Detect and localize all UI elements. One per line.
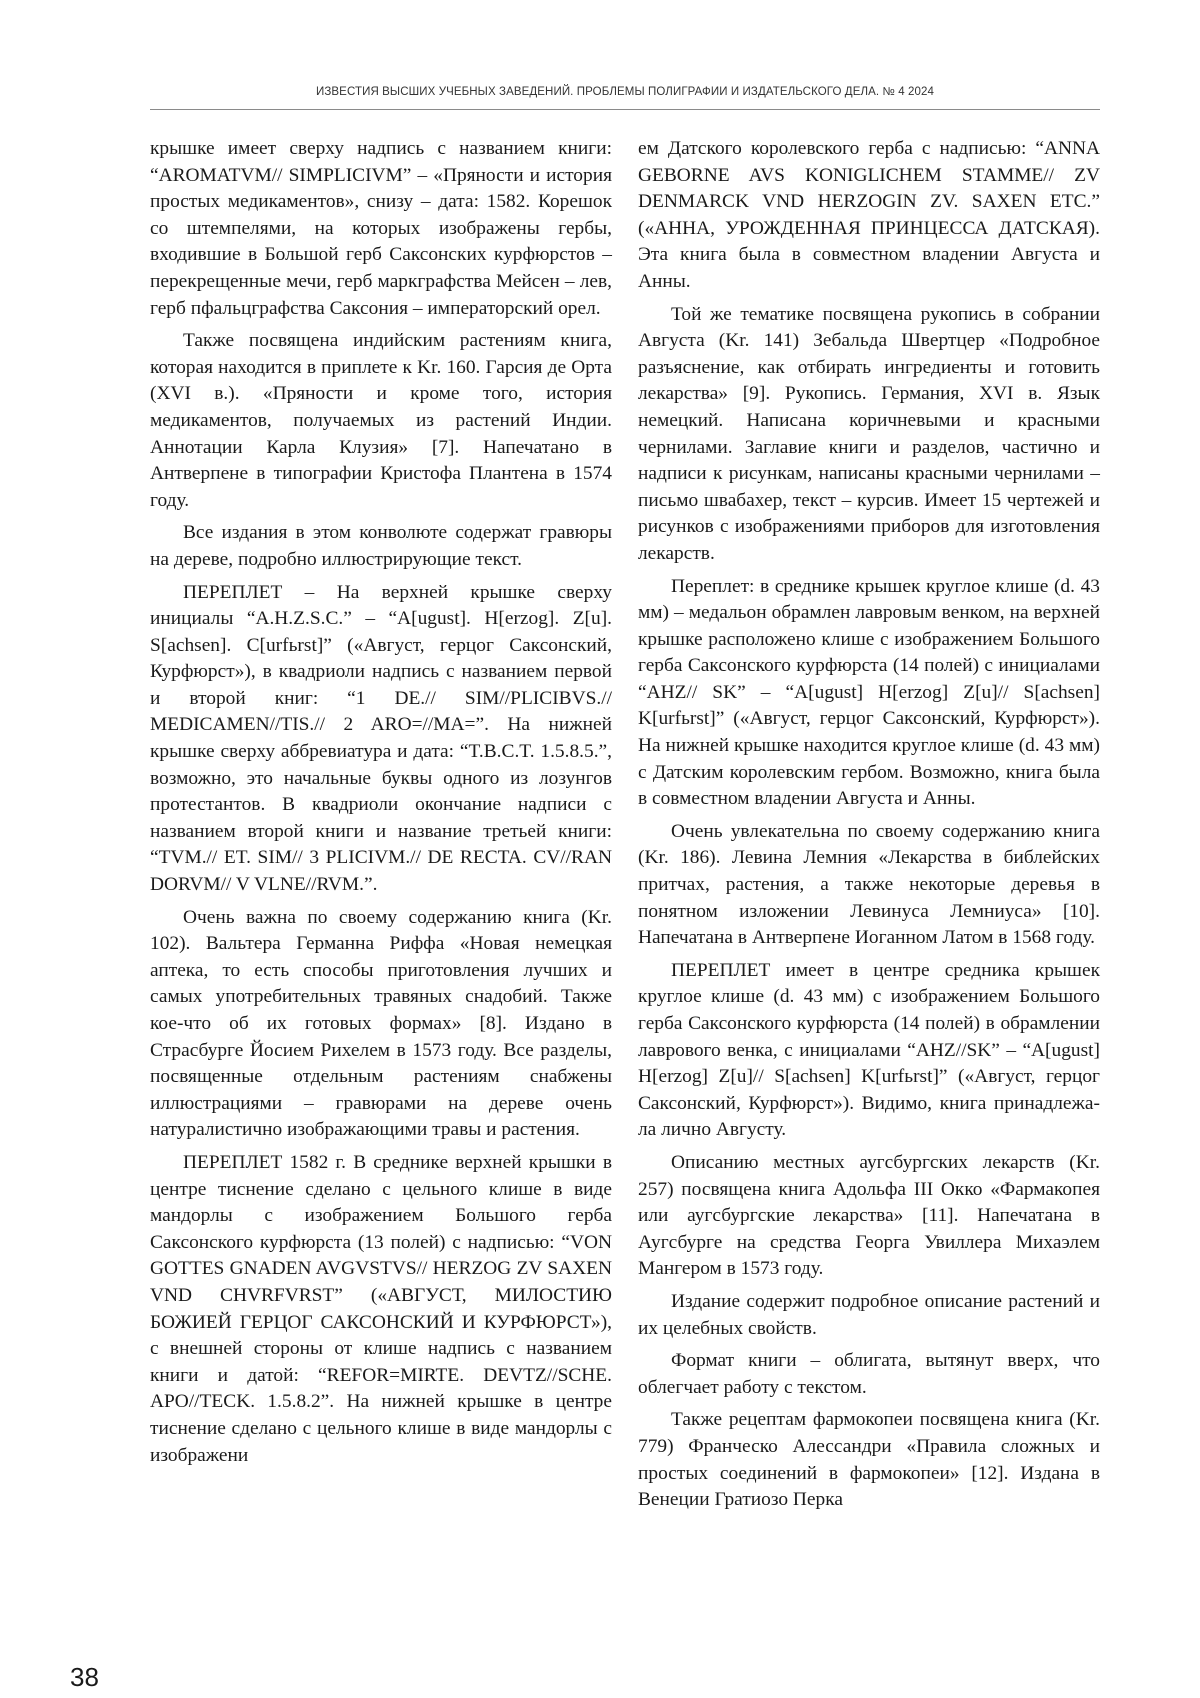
- paragraph: Очень увлекательна по своему содержанию книга (Kr. 186). Левина Лемния «Лекарства в библейских притчах, растения, а также некоторые деревья в понятном изложении Левинуса Лемниуса» [10]. Напечатана в Антверпене Иоганном Латом в 1568 году.: [638, 820, 1100, 949]
- paragraph: ПЕРЕПЛЕТ 1582 г. В среднике верхней крышки в центре тиснение сделано с цельного клише в виде мандорлы с изображением Большого герба Саксонского курфюрста (13 полей) с надписью: “VON GOTTES GNADEN AVGVSTVS// HERZOG ZV SAXEN VND CHVRFVRST” («АВГУСТ, МИЛОСТИЮ БОЖИЕЙ ГЕРЦОГ САКСОНСКИЙ И КУРФЮРСТ»), с внешней стороны от клише надпись с названием книги и датой: “REFOR=MIRTE. DEVTZ//SCHE. APO//TECK. 1.5.8.2”. На нижней крышке в центре тиснение сделано с цельного клише в виде мандорлы с изображени: [150, 1151, 612, 1466]
- paragraph: Очень важна по своему содержанию книга (Kr. 102). Вальтера Германна Риффа «Новая немецкая аптека, то есть способы приготовления лучших и самых употребительных травяных снадобий. Также кое-что об их готовых формах» [8]. Издано в Страсбурге Йосием Рихелем в 1573 году. Все разделы, посвященные отдельным растениям снабжены иллюстрациями – гравюрами на дереве очень натуралистично изображающими травы и растения.: [150, 906, 612, 1141]
- paragraph: Той же тематике посвящена рукопись в собрании Августа (Kr. 141) Зебальда Швертцер «Подробное разъяснение, как отбирать ингредиенты и готовить лекарства» [9]. Рукопись. Германия, XVI в. Язык немецкий. Написана коричневыми и красными чернилами. Заглавие книги и разделов, частично и надписи к рисункам, написаны красными чернилами – письмо швабахер, текст – курсив. Имеет 15 чертежей и рисунков с изображениями приборов для изготовления лекарств.: [638, 303, 1100, 564]
- paragraph: Все издания в этом конволюте содержат гравюры на дереве, подробно иллюстрирующие текст.: [150, 522, 612, 570]
- paragraph: ПЕРЕПЛЕТ – На верхней крышке сверху инициалы “A.H.Z.S.C.” – “A[ugust]. H[erzog]. Z[u]. S[achsen]. C[urfьrst]” («Август, герцог Саксонский, Курфюрст»), в квадриоли надпись с названием первой и второй книг: “1 DE.// SIM//PLICIBVS.// MEDICAMEN//TIS.// 2 ARO=//MA=”. На нижней крышке сверху аббревиатура и дата: “T.B.C.T. 1.5.8.5.”, возможно, это начальные буквы одного из лозунгов протестантов. В квадриоли окончание надписи с названием второй книги и название третьей книги: “TVM.// ET. SIM// 3 PLICIVM.// DE RECTA. CV//RAN DORVM// V VLNE//RVM.”.: [150, 581, 612, 896]
- paragraph: Также рецептам фармокопеи посвящена книга (Kr. 779) Франческо Алессандри «Правила сложных и простых соединений в фармокопеи» [12]. Издана в Венеции Гратиозо Перка: [638, 1409, 1100, 1511]
- paragraph: Описанию местных аугсбургских лекарств (Kr. 257) посвящена книга Адольфа III Окко «Фармакопея или аугсбургские лекарства» [11]. Напечатана в Аугсбурге на средства Георга Увиллера Михаэлем Мангером в 1573 году.: [638, 1151, 1100, 1280]
- paragraph: Издание содержит подробное описание растений и их целебных свойств.: [638, 1290, 1100, 1339]
- right-column: [638, 136, 1100, 1520]
- header-divider: [150, 109, 1100, 110]
- paragraph: Также посвящена индийским растениям книга, которая находится в приплете к Kr. 160. Гарсия де Орта (XVI в.). «Пряности и кроме того, история медикаментов, получаемых из растений Индии. Аннотации Карла Клузия» [7]. Напечатано в Антверпене в типографии Кристофа Плантена в 1574 году.: [150, 330, 612, 511]
- page-number: 38: [70, 1662, 99, 1692]
- paragraph: ем Датского королевского герба с надписью: “ANNA GEBORNE AVS KONIGLICHEM STAMME// ZV DENMARCK VND HERZOGIN ZV. SAXEN ETC.” («АННА, УРОЖДЕННАЯ ПРИНЦЕССА ДАТСКАЯ). Эта книга была в совместном владении Августа и Анны.: [638, 138, 1100, 292]
- paragraph: крышке имеет сверху надпись с названием книги: “AROMATVM// SIMPLICIVM” – «Пряности и история простых медикаментов», снизу – дата: 1582. Корешок со штемпелями, на которых изображены гербы, входившие в Большой герб Саксонских курфюрстов – перекрещенные мечи, герб маркграфства Мейсен – лев, герб пфальцграфства Саксония – императорский орел.: [150, 138, 612, 319]
- running-header: ИЗВЕСТИЯ ВЫСШИХ УЧЕБНЫХ ЗАВЕДЕНИЙ. ПРОБЛЕМЫ ПОЛИГРАФИИ И ИЗДАТЕЛЬСКОГО ДЕЛА. № 4 2024: [316, 86, 934, 98]
- paragraph: Формат книги – облигата, вытянут вверх, что облегчает работу с текстом.: [638, 1350, 1100, 1398]
- left-column: [150, 136, 612, 1475]
- paragraph: Переплет: в среднике крышек круглое клише (d. 43 мм) – медальон обрамлен лавровым венком, на верхней крышке расположено клише с изображением Большого герба Саксонского курфюрста (14 полей) с инициалами “AHZ// SK” – “A[ugust] H[erzog] Z[u]// S[achsen] K[urfьrst]” («Август, герцог Саксонский, Курфюрст»). На нижней крышке находится круглое клише (d. 43 мм) с Датским королевским гербом. Возможно, книга была в совместном владении Августа и Анны.: [638, 575, 1100, 810]
- paragraph: ПЕРЕПЛЕТ имеет в центре средника крышек круглое клише (d. 43 мм) с изображением Большого герба Саксонского курфюрста (14 полей) в обрамлении лаврового венка, с инициалами “AHZ//SK” – “A[ugust] H[erzog] Z[u]// S[achsen] K[urfьrst]” («Август, герцог Саксонский, Курфюрст»). Видимо, книга принадлежала лично Августу.: [638, 959, 1100, 1141]
